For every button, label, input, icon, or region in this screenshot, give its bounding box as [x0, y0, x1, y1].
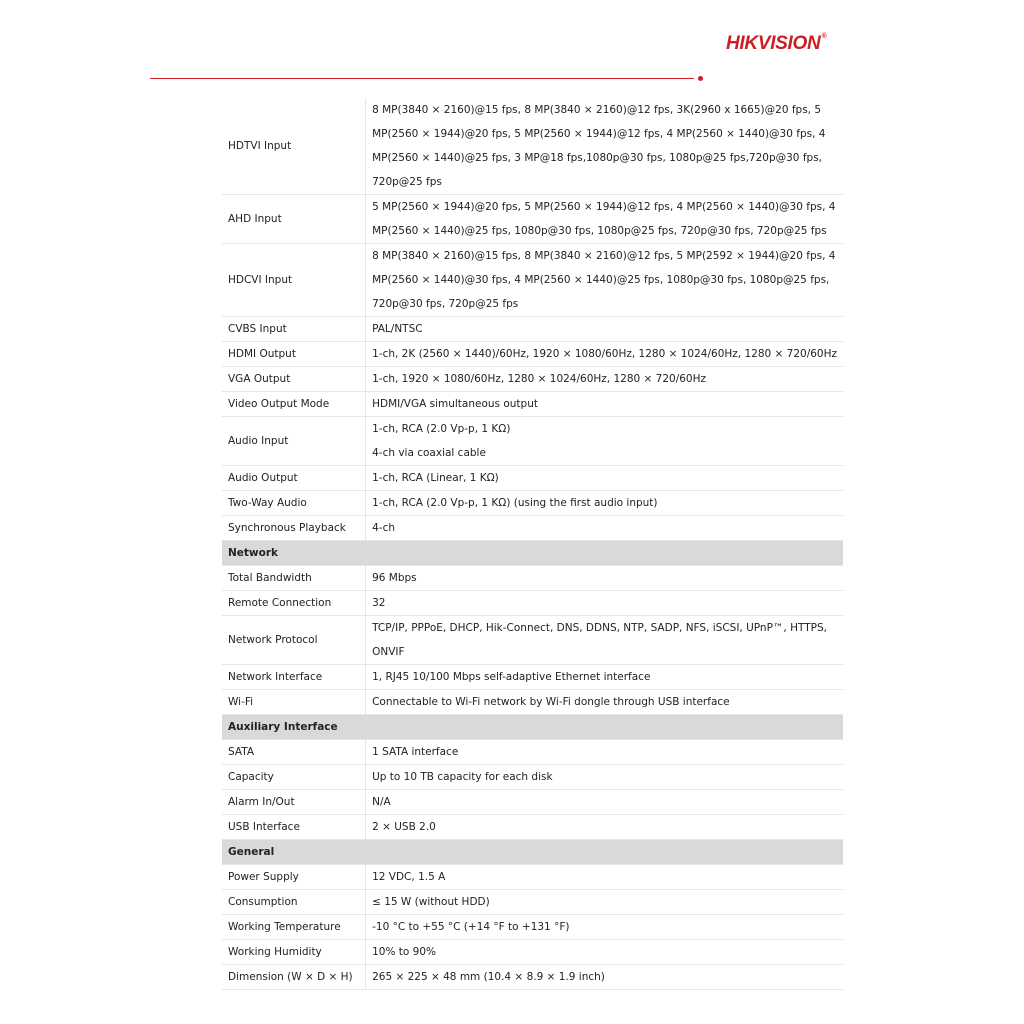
spec-value-line: 1 SATA interface — [372, 746, 459, 758]
spec-value-line: 32 — [372, 597, 386, 609]
spec-row — [222, 566, 843, 591]
spec-label: Video Output Mode — [222, 392, 366, 417]
spec-value-line: ≤ 15 W (without HDD) — [372, 896, 490, 908]
spec-value-line: MP(2560 × 1440)@25 fps, 1080p@30 fps, 1080p@25 fps, 720p@30 fps, 720p@25 fps — [372, 225, 827, 237]
spec-table-body — [222, 98, 843, 990]
spec-row — [222, 317, 843, 342]
spec-value — [366, 815, 843, 840]
spec-value — [366, 466, 843, 491]
spec-row — [222, 690, 843, 715]
spec-value-line: MP(2560 × 1944)@20 fps, 5 MP(2560 × 1944)@12 fps, 4 MP(2560 × 1440)@30 fps, 4 — [372, 128, 826, 140]
spec-value-line: 4-ch via coaxial cable — [372, 447, 486, 459]
spec-row — [222, 616, 843, 665]
spec-table — [222, 98, 843, 990]
spec-value-line: -10 °C to +55 °C (+14 °F to +131 °F) — [372, 921, 570, 933]
spec-value-line: 5 MP(2560 × 1944)@20 fps, 5 MP(2560 × 1944)@12 fps, 4 MP(2560 × 1440)@30 fps, 4 — [372, 201, 836, 213]
spec-label: Wi-Fi — [222, 690, 366, 715]
section-title: General — [222, 840, 843, 865]
spec-value-line: HDMI/VGA simultaneous output — [372, 398, 538, 410]
spec-value — [366, 342, 843, 367]
spec-value-line: 12 VDC, 1.5 A — [372, 871, 446, 883]
spec-label: HDCVI Input — [222, 244, 366, 317]
spec-value — [366, 195, 843, 244]
spec-label: Two-Way Audio — [222, 491, 366, 516]
spec-value-line: 2 × USB 2.0 — [372, 821, 436, 833]
spec-value — [366, 965, 843, 990]
spec-value-line: N/A — [372, 796, 391, 808]
spec-value-line: 265 × 225 × 48 mm (10.4 × 8.9 × 1.9 inch) — [372, 971, 605, 983]
spec-label: Total Bandwidth — [222, 566, 366, 591]
spec-label: Dimension (W × D × H) — [222, 965, 366, 990]
spec-row — [222, 790, 843, 815]
section-title: Auxiliary Interface — [222, 715, 843, 740]
spec-row — [222, 765, 843, 790]
spec-value-line: 4-ch — [372, 522, 395, 534]
spec-value — [366, 915, 843, 940]
spec-value-line: 1-ch, 2K (2560 × 1440)/60Hz, 1920 × 1080/60Hz, 1280 × 1024/60Hz, 1280 × 720/60Hz — [372, 348, 837, 360]
spec-value — [366, 244, 843, 317]
spec-value-line: Up to 10 TB capacity for each disk — [372, 771, 553, 783]
spec-row — [222, 890, 843, 915]
spec-label: Working Humidity — [222, 940, 366, 965]
section-header-row — [222, 840, 843, 865]
spec-row — [222, 940, 843, 965]
section-header-row — [222, 541, 843, 566]
spec-value — [366, 790, 843, 815]
spec-row — [222, 915, 843, 940]
spec-value-line: ONVIF — [372, 646, 405, 658]
spec-value — [366, 367, 843, 392]
spec-value — [366, 98, 843, 195]
spec-label: USB Interface — [222, 815, 366, 840]
spec-label: Synchronous Playback — [222, 516, 366, 541]
spec-row — [222, 516, 843, 541]
spec-value — [366, 665, 843, 690]
spec-label: Power Supply — [222, 865, 366, 890]
header-rule-dot — [698, 76, 703, 81]
spec-value-line: MP(2560 × 1440)@25 fps, 3 MP@18 fps,1080p@30 fps, 1080p@25 fps,720p@30 fps, — [372, 152, 822, 164]
spec-label: HDMI Output — [222, 342, 366, 367]
spec-value-line: 1-ch, RCA (Linear, 1 KΩ) — [372, 472, 499, 484]
section-header-row — [222, 715, 843, 740]
spec-value — [366, 616, 843, 665]
spec-value — [366, 740, 843, 765]
spec-label: Capacity — [222, 765, 366, 790]
spec-row — [222, 98, 843, 195]
spec-label: Network Interface — [222, 665, 366, 690]
spec-value — [366, 516, 843, 541]
spec-value — [366, 765, 843, 790]
spec-value — [366, 865, 843, 890]
spec-value-line: 1-ch, 1920 × 1080/60Hz, 1280 × 1024/60Hz, 1280 × 720/60Hz — [372, 373, 707, 385]
spec-row — [222, 965, 843, 990]
spec-row — [222, 342, 843, 367]
spec-label: Remote Connection — [222, 591, 366, 616]
spec-value-line: 10% to 90% — [372, 946, 436, 958]
spec-row — [222, 815, 843, 840]
section-title: Network — [222, 541, 843, 566]
spec-row — [222, 665, 843, 690]
spec-value — [366, 317, 843, 342]
spec-value-line: 8 MP(3840 × 2160)@15 fps, 8 MP(3840 × 2160)@12 fps, 3K(2960 x 1665)@20 fps, 5 — [372, 104, 822, 116]
spec-value — [366, 591, 843, 616]
spec-value-line: 1-ch, RCA (2.0 Vp-p, 1 KΩ) — [372, 423, 511, 435]
spec-value — [366, 392, 843, 417]
spec-row — [222, 591, 843, 616]
spec-value — [366, 690, 843, 715]
spec-label: Alarm In/Out — [222, 790, 366, 815]
spec-value-line: 1-ch, RCA (2.0 Vp-p, 1 KΩ) (using the first audio input) — [372, 497, 658, 509]
spec-row — [222, 417, 843, 466]
spec-value-line: 720p@25 fps — [372, 176, 442, 188]
spec-value-line: Connectable to Wi-Fi network by Wi-Fi dongle through USB interface — [372, 696, 730, 708]
spec-label: CVBS Input — [222, 317, 366, 342]
spec-label: Audio Input — [222, 417, 366, 466]
spec-value — [366, 491, 843, 516]
spec-value-line: TCP/IP, PPPoE, DHCP, Hik-Connect, DNS, DDNS, NTP, SADP, NFS, iSCSI, UPnP™, HTTPS, — [372, 622, 827, 634]
registered-mark: ® — [821, 33, 827, 40]
spec-row — [222, 392, 843, 417]
spec-label: Working Temperature — [222, 915, 366, 940]
spec-value — [366, 890, 843, 915]
spec-row — [222, 195, 843, 244]
spec-value-line: MP(2560 × 1440)@30 fps, 4 MP(2560 × 1440)@25 fps, 1080p@30 fps, 1080p@25 fps, — [372, 274, 830, 286]
spec-value-line: PAL/NTSC — [372, 323, 423, 335]
spec-row — [222, 740, 843, 765]
spec-row — [222, 367, 843, 392]
spec-label: Audio Output — [222, 466, 366, 491]
spec-label: HDTVI Input — [222, 98, 366, 195]
spec-value — [366, 566, 843, 591]
header-rule — [150, 78, 694, 79]
brand-logo — [726, 33, 826, 55]
spec-value-line: 1, RJ45 10/100 Mbps self-adaptive Ethernet interface — [372, 671, 651, 683]
spec-label: VGA Output — [222, 367, 366, 392]
spec-row — [222, 466, 843, 491]
spec-value — [366, 940, 843, 965]
spec-value — [366, 417, 843, 466]
spec-label: AHD Input — [222, 195, 366, 244]
brand-name: HIKVISION — [726, 33, 821, 54]
spec-label: Network Protocol — [222, 616, 366, 665]
spec-row — [222, 244, 843, 317]
spec-value-line: 8 MP(3840 × 2160)@15 fps, 8 MP(3840 × 2160)@12 fps, 5 MP(2592 × 1944)@20 fps, 4 — [372, 250, 836, 262]
spec-row — [222, 865, 843, 890]
spec-row — [222, 491, 843, 516]
spec-value-line: 96 Mbps — [372, 572, 417, 584]
spec-label: Consumption — [222, 890, 366, 915]
spec-label: SATA — [222, 740, 366, 765]
spec-value-line: 720p@30 fps, 720p@25 fps — [372, 298, 519, 310]
